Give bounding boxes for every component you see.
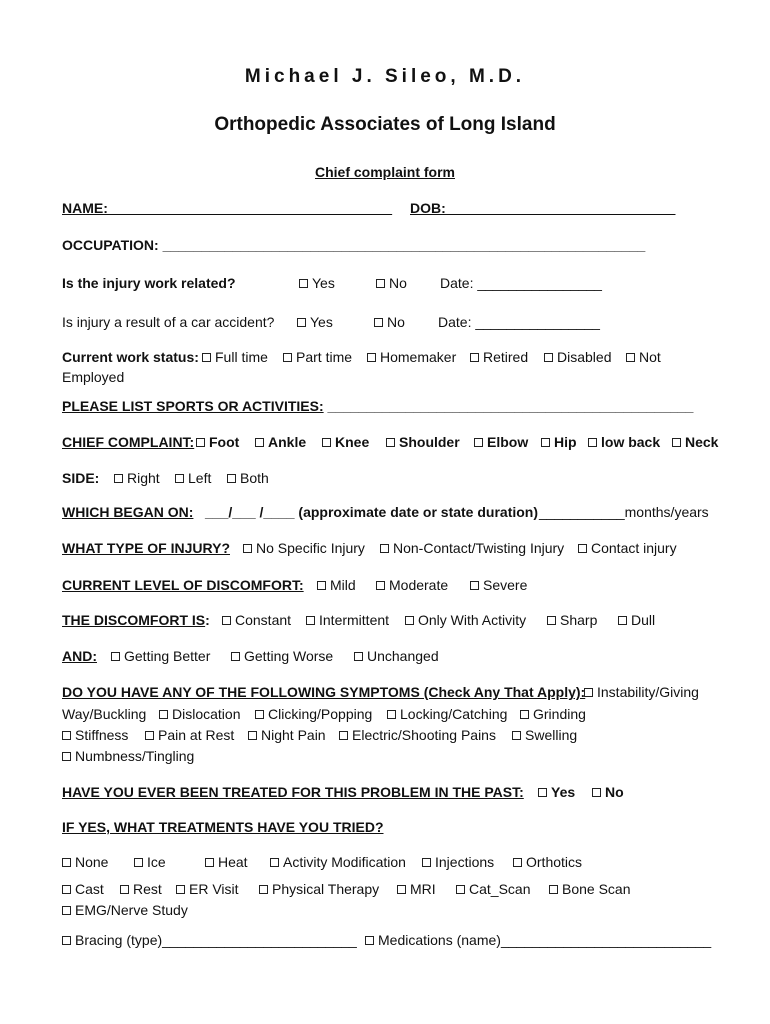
checkbox-icon: [513, 858, 522, 867]
checkbox-icon: [62, 906, 71, 915]
work-status-disabled[interactable]: Disabled: [544, 349, 611, 365]
work-status-homemaker[interactable]: Homemaker: [367, 349, 456, 365]
checkbox-icon: [470, 581, 479, 590]
complaint-neck[interactable]: Neck: [672, 434, 718, 450]
symptom-stiffness[interactable]: Stiffness: [62, 727, 128, 743]
checkbox-icon: [618, 616, 627, 625]
checkbox-icon: [243, 544, 252, 553]
complaint-knee[interactable]: Knee: [322, 434, 369, 450]
checkbox-icon: [317, 581, 326, 590]
checkbox-icon: [322, 438, 331, 447]
treatment-heat[interactable]: Heat: [205, 854, 248, 870]
work-status-wrap: Employed: [62, 369, 125, 385]
checkbox-icon: [255, 438, 264, 447]
complaint-foot[interactable]: Foot: [196, 434, 239, 450]
checkbox-icon: [202, 353, 211, 362]
checkbox-icon: [255, 710, 264, 719]
checkbox-icon: [227, 474, 236, 483]
checkbox-icon: [374, 318, 383, 327]
checkbox-icon: [376, 581, 385, 590]
treatment-none[interactable]: None: [62, 854, 108, 870]
complaint-hip[interactable]: Hip: [541, 434, 577, 450]
treated-past-yes[interactable]: Yes: [538, 784, 575, 800]
checkbox-icon: [62, 731, 71, 740]
injury-no-specific[interactable]: No Specific Injury: [243, 540, 365, 556]
checkbox-icon: [231, 652, 240, 661]
symptom-locking[interactable]: Locking/Catching: [387, 706, 507, 722]
work-status-part-time[interactable]: Part time: [283, 349, 352, 365]
checkbox-icon: [512, 731, 521, 740]
checkbox-icon: [306, 616, 315, 625]
began-on-field[interactable]: ___/___ /____ (approximate date or state duration): [205, 504, 539, 520]
occupation-field[interactable]: OCCUPATION: ______________________________________________________________: [62, 237, 646, 253]
treated-past-no[interactable]: No: [592, 784, 624, 800]
checkbox-icon: [175, 474, 184, 483]
discomfort-severe[interactable]: Severe: [470, 577, 527, 593]
checkbox-icon: [259, 885, 268, 894]
checkbox-icon: [62, 858, 71, 867]
work-status-retired[interactable]: Retired: [470, 349, 528, 365]
complaint-low-back[interactable]: low back: [588, 434, 660, 450]
practice-name: Orthopedic Associates of Long Island: [214, 114, 556, 135]
checkbox-icon: [354, 652, 363, 661]
checkbox-icon: [588, 438, 597, 447]
checkbox-icon: [386, 438, 395, 447]
checkbox-icon: [538, 788, 547, 797]
checkbox-icon: [592, 788, 601, 797]
checkbox-icon: [145, 731, 154, 740]
symptom-clicking[interactable]: Clicking/Popping: [255, 706, 372, 722]
complaint-shoulder[interactable]: Shoulder: [386, 434, 460, 450]
car-accident-date[interactable]: Date: ________________: [438, 314, 600, 330]
symptom-dislocation[interactable]: Dislocation: [159, 706, 240, 722]
side-right[interactable]: Right: [114, 470, 160, 486]
injury-non-contact[interactable]: Non-Contact/Twisting Injury: [380, 540, 564, 556]
discomfort-mild[interactable]: Mild: [317, 577, 356, 593]
checkbox-icon: [205, 858, 214, 867]
checkbox-icon: [297, 318, 306, 327]
checkbox-icon: [456, 885, 465, 894]
sports-field[interactable]: PLEASE LIST SPORTS OR ACTIVITIES: _______________________________________________: [62, 398, 694, 414]
treatment-cast[interactable]: Cast: [62, 881, 104, 897]
checkbox-icon: [270, 858, 279, 867]
checkbox-icon: [299, 279, 308, 288]
checkbox-icon: [547, 616, 556, 625]
checkbox-icon: [578, 544, 587, 553]
treated-past-label: HAVE YOU EVER BEEN TREATED FOR THIS PROBLEM IN THE PAST:: [62, 784, 524, 800]
checkbox-icon: [176, 885, 185, 894]
checkbox-icon: [196, 438, 205, 447]
discomfort-sharp[interactable]: Sharp: [547, 612, 597, 628]
work-related-yes[interactable]: Yes: [299, 275, 335, 291]
side-label: SIDE:: [62, 470, 100, 486]
form-title: Chief complaint form: [314, 164, 455, 180]
checkbox-icon: [114, 474, 123, 483]
checkbox-icon: [365, 936, 374, 945]
chief-complaint-label: CHIEF COMPLAINT:: [62, 434, 195, 450]
treatment-bone-scan[interactable]: Bone Scan: [549, 881, 631, 897]
checkbox-icon: [376, 279, 385, 288]
unchanged[interactable]: Unchanged: [354, 648, 439, 664]
discomfort-level-label: CURRENT LEVEL OF DISCOMFORT:: [62, 577, 304, 593]
checkbox-icon: [380, 544, 389, 553]
checkbox-icon: [120, 885, 129, 894]
work-related-question: Is the injury work related?: [62, 275, 236, 291]
checkbox-icon: [541, 438, 550, 447]
checkbox-icon: [405, 616, 414, 625]
checkbox-icon: [584, 688, 593, 697]
side-left[interactable]: Left: [175, 470, 211, 486]
treatment-mri[interactable]: MRI: [397, 881, 436, 897]
symptoms-label: DO YOU HAVE ANY OF THE FOLLOWING SYMPTOMS (Check Any That Apply):: [62, 684, 586, 700]
treatment-injections[interactable]: Injections: [422, 854, 494, 870]
complaint-elbow[interactable]: Elbow: [474, 434, 528, 450]
checkbox-icon: [544, 353, 553, 362]
and-label: AND:: [62, 648, 97, 664]
checkbox-icon: [626, 353, 635, 362]
discomfort-is-label: THE DISCOMFORT IS:: [62, 612, 210, 628]
treatment-physical-therapy[interactable]: Physical Therapy: [259, 881, 379, 897]
checkbox-icon: [62, 752, 71, 761]
treatment-rest[interactable]: Rest: [120, 881, 162, 897]
work-status-full-time[interactable]: Full time: [202, 349, 268, 365]
checkbox-icon: [397, 885, 406, 894]
checkbox-icon: [367, 353, 376, 362]
discomfort-dull[interactable]: Dull: [618, 612, 655, 628]
work-status-not-employed[interactable]: Not: [626, 349, 661, 365]
checkbox-icon: [339, 731, 348, 740]
checkbox-icon: [248, 731, 257, 740]
car-accident-question: Is injury a result of a car accident?: [62, 314, 275, 330]
treatment-medications[interactable]: Medications (name)___________________________: [365, 932, 711, 948]
discomfort-intermittent[interactable]: Intermittent: [306, 612, 389, 628]
work-related-date[interactable]: Date: ________________: [440, 275, 602, 291]
symptom-night-pain[interactable]: Night Pain: [248, 727, 326, 743]
checkbox-icon: [474, 438, 483, 447]
discomfort-moderate[interactable]: Moderate: [376, 577, 448, 593]
symptom-swelling[interactable]: Swelling: [512, 727, 577, 743]
checkbox-icon: [422, 858, 431, 867]
car-accident-yes[interactable]: Yes: [297, 314, 333, 330]
getting-worse[interactable]: Getting Worse: [231, 648, 333, 664]
discomfort-only-with-activity[interactable]: Only With Activity: [405, 612, 526, 628]
checkbox-icon: [549, 885, 558, 894]
checkbox-icon: [134, 858, 143, 867]
discomfort-constant[interactable]: Constant: [222, 612, 291, 628]
checkbox-icon: [111, 652, 120, 661]
getting-better[interactable]: Getting Better: [111, 648, 210, 664]
symptom-instability[interactable]: Instability/Giving: [584, 684, 699, 700]
checkbox-icon: [520, 710, 529, 719]
symptom-instability-wrap: Way/Buckling: [62, 706, 147, 722]
treatment-bracing[interactable]: Bracing (type)_________________________: [62, 932, 357, 948]
doctor-name: Michael J. Sileo, M.D.: [244, 66, 526, 87]
name-field[interactable]: NAME: ____________________________________: [62, 200, 393, 216]
symptom-grinding[interactable]: Grinding: [520, 706, 586, 722]
symptom-electric-pains[interactable]: Electric/Shooting Pains: [339, 727, 496, 743]
began-on-label: WHICH BEGAN ON:: [62, 504, 194, 520]
checkbox-icon: [283, 353, 292, 362]
treatment-cat-scan[interactable]: Cat_Scan: [456, 881, 530, 897]
duration-field[interactable]: ___________months/years: [539, 504, 709, 520]
checkbox-icon: [62, 936, 71, 945]
complaint-ankle[interactable]: Ankle: [255, 434, 306, 450]
checkbox-icon: [222, 616, 231, 625]
checkbox-icon: [159, 710, 168, 719]
checkbox-icon: [387, 710, 396, 719]
checkbox-icon: [62, 885, 71, 894]
car-accident-no[interactable]: No: [374, 314, 405, 330]
work-status-label: Current work status:: [62, 349, 199, 365]
injury-type-label: WHAT TYPE OF INJURY?: [62, 540, 230, 556]
dob-field[interactable]: DOB: _____________________________: [410, 200, 676, 216]
treatment-emg[interactable]: EMG/Nerve Study: [62, 902, 188, 918]
treatments-label: IF YES, WHAT TREATMENTS HAVE YOU TRIED?: [62, 819, 384, 835]
treatment-ice[interactable]: Ice: [134, 854, 166, 870]
symptom-pain-at-rest[interactable]: Pain at Rest: [145, 727, 234, 743]
treatment-er-visit[interactable]: ER Visit: [176, 881, 239, 897]
checkbox-icon: [672, 438, 681, 447]
symptom-numbness[interactable]: Numbness/Tingling: [62, 748, 194, 764]
side-both[interactable]: Both: [227, 470, 269, 486]
treatment-activity-modification[interactable]: Activity Modification: [270, 854, 406, 870]
work-related-no[interactable]: No: [376, 275, 407, 291]
injury-contact[interactable]: Contact injury: [578, 540, 677, 556]
checkbox-icon: [470, 353, 479, 362]
treatment-orthotics[interactable]: Orthotics: [513, 854, 582, 870]
